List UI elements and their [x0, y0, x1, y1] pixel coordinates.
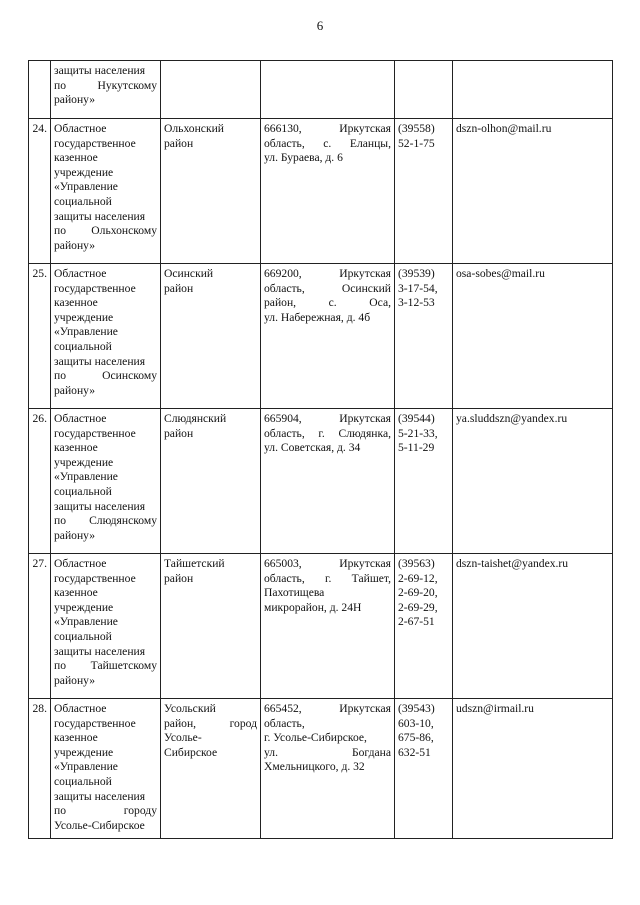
phone-line: 675-86,: [398, 731, 434, 745]
cell-email: ya.sluddszn@yandex.ru: [453, 409, 613, 554]
org-line: району»: [54, 93, 96, 107]
org-line: учреждение: [54, 455, 114, 469]
cell-number: 26.: [29, 409, 51, 554]
table-row: [29, 554, 613, 699]
phone-line: (39543): [398, 702, 435, 715]
org-line: социальной: [54, 339, 112, 353]
address-line: ул. Бураева, д. 6: [264, 151, 343, 165]
district-line: Слюдянский: [164, 412, 227, 425]
org-line: защиты населения: [54, 354, 146, 368]
phone-line: (39539): [398, 267, 435, 280]
district-line: Сибирское: [164, 745, 218, 759]
phone-line: 52-1-75: [398, 136, 435, 150]
address-line: район, с. Оса,: [264, 296, 391, 310]
table-row: [29, 119, 613, 264]
phone-line: 3-17-54,: [398, 281, 438, 295]
org-line: району»: [54, 238, 96, 252]
address-line: Пахотищева: [264, 586, 325, 600]
district-line: Ольхонский: [164, 122, 224, 135]
org-line: казенное: [54, 441, 98, 455]
org-line: государственное: [54, 426, 136, 440]
org-line: Областное: [54, 122, 107, 135]
institutions-table: [28, 60, 613, 839]
table-row-continuation: [29, 61, 613, 119]
cell-number: 27.: [29, 554, 51, 699]
address-line: микрорайон, д. 24Н: [264, 600, 362, 614]
district-line: Осинский: [164, 267, 214, 280]
cell-district: [161, 264, 261, 409]
cell-phone: [395, 61, 453, 119]
org-line: «Управление: [54, 180, 118, 194]
org-line: району»: [54, 673, 96, 687]
org-line: учреждение: [54, 745, 114, 759]
address-line: 665003, Иркутская: [264, 557, 391, 570]
org-line: социальной: [54, 774, 112, 788]
address-line: 665452, Иркутская: [264, 702, 391, 715]
cell-email: dszn-olhon@mail.ru: [453, 119, 613, 264]
cell-address: [261, 699, 395, 839]
address-line: 665904, Иркутская: [264, 412, 391, 425]
org-line: казенное: [54, 151, 98, 165]
phone-line: (39563): [398, 557, 435, 570]
phone-line: 5-11-29: [398, 441, 435, 455]
phone-line: 2-67-51: [398, 615, 435, 629]
address-line: ул. Советская, д. 34: [264, 441, 361, 455]
phone-line: 2-69-20,: [398, 586, 438, 600]
org-line: казенное: [54, 731, 98, 745]
phone-line: (39558): [398, 122, 435, 135]
org-line: казенное: [54, 586, 98, 600]
cell-organization: [51, 554, 161, 699]
table-row: [29, 409, 613, 554]
table-row: [29, 699, 613, 839]
org-line: Областное: [54, 702, 107, 715]
district-line: район: [164, 281, 194, 295]
district-line: район: [164, 571, 194, 585]
phone-line: (39544): [398, 412, 435, 425]
cell-number: 24.: [29, 119, 51, 264]
cell-organization: [51, 264, 161, 409]
cell-phone: [395, 409, 453, 554]
cell-phone: [395, 119, 453, 264]
phone-line: 632-51: [398, 745, 431, 759]
cell-district: [161, 61, 261, 119]
phone-line: 5-21-33,: [398, 426, 438, 440]
cell-organization: [51, 61, 161, 119]
org-line: «Управление: [54, 615, 118, 629]
org-line: по Нукутскому: [54, 78, 157, 92]
district-line: Тайшетский: [164, 557, 225, 570]
district-line: Усольский: [164, 702, 216, 715]
org-line: по Осинскому: [54, 369, 157, 383]
phone-line: 603-10,: [398, 716, 434, 730]
org-line: Областное: [54, 557, 107, 570]
address-line: 666130, Иркутская: [264, 122, 391, 135]
table-row: [29, 264, 613, 409]
district-line: район: [164, 136, 194, 150]
cell-number: 28.: [29, 699, 51, 839]
org-line: государственное: [54, 136, 136, 150]
org-line: району»: [54, 528, 96, 542]
address-line: 669200, Иркутская: [264, 267, 391, 280]
org-line: по Слюдянскому: [54, 514, 157, 528]
cell-address: [261, 61, 395, 119]
org-line: по Тайшетскому: [54, 659, 157, 673]
org-line: защиты населения: [54, 209, 146, 223]
address-line: ул. Набережная, д. 4б: [264, 310, 371, 324]
phone-line: 2-69-29,: [398, 600, 438, 614]
cell-district: [161, 554, 261, 699]
cell-email: dszn-taishet@yandex.ru: [453, 554, 613, 699]
org-line: защиты населения: [54, 789, 146, 803]
cell-district: [161, 699, 261, 839]
org-line: государственное: [54, 281, 136, 295]
cell-email: [453, 61, 613, 119]
org-line: защиты населения: [54, 499, 146, 513]
phone-line: 3-12-53: [398, 296, 435, 310]
district-line: район: [164, 426, 194, 440]
address-line: область, Осинский: [264, 281, 391, 295]
cell-district: [161, 409, 261, 554]
org-line: «Управление: [54, 325, 118, 339]
cell-district: [161, 119, 261, 264]
cell-number: 25.: [29, 264, 51, 409]
district-line: Усолье-: [164, 731, 202, 745]
cell-phone: [395, 264, 453, 409]
address-line: Хмельницкого, д. 32: [264, 760, 365, 774]
org-line: «Управление: [54, 470, 118, 484]
org-line: «Управление: [54, 760, 118, 774]
cell-phone: [395, 699, 453, 839]
cell-address: [261, 409, 395, 554]
org-line: защиты населения: [54, 64, 146, 77]
org-line: социальной: [54, 629, 112, 643]
cell-organization: [51, 119, 161, 264]
cell-email: udszn@irmail.ru: [453, 699, 613, 839]
org-line: социальной: [54, 194, 112, 208]
cell-organization: [51, 409, 161, 554]
address-line: г. Усолье-Сибирское,: [264, 731, 367, 745]
org-line: защиты населения: [54, 644, 146, 658]
cell-address: [261, 264, 395, 409]
cell-address: [261, 554, 395, 699]
address-line: область, г. Тайшет,: [264, 571, 391, 585]
org-line: учреждение: [54, 600, 114, 614]
org-line: государственное: [54, 571, 136, 585]
org-line: по городу: [54, 804, 157, 818]
org-line: казенное: [54, 296, 98, 310]
org-line: Усолье-Сибирское: [54, 818, 145, 832]
phone-line: 2-69-12,: [398, 571, 438, 585]
address-line: область,: [264, 716, 305, 730]
cell-phone: [395, 554, 453, 699]
org-line: по Ольхонскому: [54, 224, 157, 238]
org-line: социальной: [54, 484, 112, 498]
org-line: учреждение: [54, 310, 114, 324]
district-line: район, город: [164, 716, 257, 730]
cell-organization: [51, 699, 161, 839]
org-line: району»: [54, 383, 96, 397]
cell-address: [261, 119, 395, 264]
cell-email: osa-sobes@mail.ru: [453, 264, 613, 409]
page-number: 6: [316, 18, 324, 33]
address-line: ул. Богдана: [264, 745, 391, 759]
org-line: Областное: [54, 267, 107, 280]
org-line: государственное: [54, 716, 136, 730]
org-line: Областное: [54, 412, 107, 425]
cell-number: [29, 61, 51, 119]
address-line: область, с. Еланцы,: [264, 136, 391, 150]
address-line: область, г. Слюдянка,: [264, 426, 391, 440]
org-line: учреждение: [54, 165, 114, 179]
